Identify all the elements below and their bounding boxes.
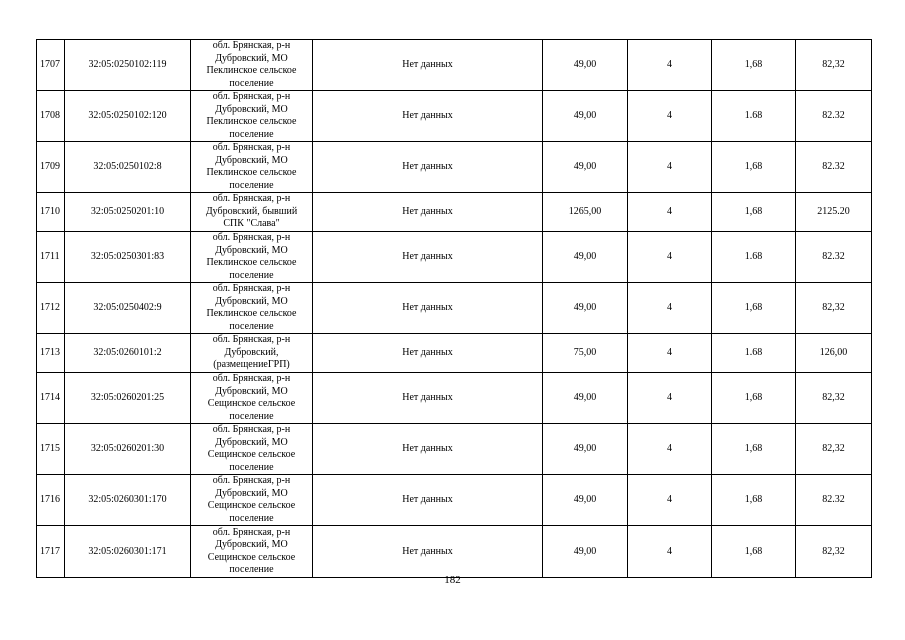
address-line: Дубровский, бывший bbox=[205, 205, 298, 217]
row-number-cell: 1714 bbox=[37, 373, 65, 424]
cadastral-number-cell: 32:05:0260101:2 bbox=[65, 334, 191, 373]
address-line: обл. Брянская, р-н bbox=[212, 526, 291, 538]
table-row bbox=[37, 283, 872, 334]
cadastral-number-cell: 32:05:0250201:10 bbox=[65, 193, 191, 232]
address-line: (размещениеГРП) bbox=[213, 359, 290, 371]
address-line: Пеклинское сельское bbox=[206, 167, 297, 178]
address-line: обл. Брянская, р-н bbox=[212, 373, 291, 384]
rate-cell: 1,68 bbox=[712, 526, 796, 578]
class-cell: 4 bbox=[628, 334, 712, 373]
table-row bbox=[37, 373, 872, 424]
cadastral-number-cell: 32:05:0260301:171 bbox=[65, 526, 191, 578]
sum-cell: 82.32 bbox=[796, 91, 872, 142]
address-line: обл. Брянская, р-н bbox=[212, 283, 291, 294]
sum-cell: 2125.20 bbox=[796, 193, 872, 232]
address-line: поселение bbox=[229, 128, 274, 140]
address-line: Дубровский, МО bbox=[215, 385, 288, 397]
status-cell: Нет данных bbox=[313, 283, 543, 334]
cadastral-number-cell: 32:05:0250102:120 bbox=[65, 91, 191, 142]
table-row bbox=[37, 142, 872, 193]
area-cell: 49,00 bbox=[543, 475, 628, 526]
address-line: обл. Брянская, р-н bbox=[212, 475, 291, 486]
status-cell: Нет данных bbox=[313, 424, 543, 475]
status-cell: Нет данных bbox=[313, 193, 543, 232]
class-cell: 4 bbox=[628, 40, 712, 91]
table-body bbox=[37, 40, 872, 578]
address-cell bbox=[191, 232, 313, 283]
address-cell bbox=[191, 526, 313, 578]
sum-cell: 82,32 bbox=[796, 424, 872, 475]
class-cell: 4 bbox=[628, 526, 712, 578]
address-line: Дубровский, МО bbox=[215, 52, 288, 64]
table-row bbox=[37, 475, 872, 526]
cadastral-number-cell: 32:05:0250402:9 bbox=[65, 283, 191, 334]
area-cell: 1265,00 bbox=[543, 193, 628, 232]
address-cell bbox=[191, 424, 313, 475]
status-cell: Нет данных bbox=[313, 373, 543, 424]
sum-cell: 82.32 bbox=[796, 142, 872, 193]
area-cell: 49,00 bbox=[543, 424, 628, 475]
sum-cell: 82,32 bbox=[796, 373, 872, 424]
class-cell: 4 bbox=[628, 142, 712, 193]
rate-cell: 1.68 bbox=[712, 91, 796, 142]
address-line: обл. Брянская, р-н bbox=[212, 40, 291, 51]
address-line: Сещинское сельское bbox=[207, 500, 296, 511]
class-cell: 4 bbox=[628, 91, 712, 142]
row-number-cell: 1711 bbox=[37, 232, 65, 283]
address-line: Дубровский, bbox=[224, 346, 279, 358]
cadastral-number-cell: 32:05:0260201:30 bbox=[65, 424, 191, 475]
sum-cell: 126,00 bbox=[796, 334, 872, 373]
row-number-cell: 1709 bbox=[37, 142, 65, 193]
status-cell: Нет данных bbox=[313, 526, 543, 578]
row-number-cell: 1712 bbox=[37, 283, 65, 334]
address-line: поселение bbox=[229, 410, 274, 422]
address-line: Дубровский, МО bbox=[215, 103, 288, 115]
class-cell: 4 bbox=[628, 373, 712, 424]
address-cell bbox=[191, 40, 313, 91]
cadastral-number-cell: 32:05:0250102:119 bbox=[65, 40, 191, 91]
area-cell: 49,00 bbox=[543, 283, 628, 334]
address-line: Сещинское сельское bbox=[207, 551, 296, 563]
table-row bbox=[37, 40, 872, 91]
status-cell: Нет данных bbox=[313, 334, 543, 373]
address-line: СПК "Слава" bbox=[223, 218, 280, 230]
rate-cell: 1,68 bbox=[712, 283, 796, 334]
rate-cell: 1.68 bbox=[712, 334, 796, 373]
address-line: обл. Брянская, р-н bbox=[212, 91, 291, 102]
table-row bbox=[37, 424, 872, 475]
address-line: обл. Брянская, р-н bbox=[212, 232, 291, 243]
rate-cell: 1.68 bbox=[712, 232, 796, 283]
row-number-cell: 1717 bbox=[37, 526, 65, 578]
address-line: Пеклинское сельское bbox=[206, 65, 297, 76]
rate-cell: 1,68 bbox=[712, 40, 796, 91]
row-number-cell: 1708 bbox=[37, 91, 65, 142]
address-line: поселение bbox=[229, 564, 274, 575]
address-line: Дубровский, МО bbox=[215, 295, 288, 307]
area-cell: 49,00 bbox=[543, 232, 628, 283]
status-cell: Нет данных bbox=[313, 40, 543, 91]
status-cell: Нет данных bbox=[313, 232, 543, 283]
row-number-cell: 1713 bbox=[37, 334, 65, 373]
sum-cell: 82.32 bbox=[796, 232, 872, 283]
table-row bbox=[37, 91, 872, 142]
address-line: Пеклинское сельское bbox=[206, 257, 297, 268]
address-line: Пеклинское сельское bbox=[206, 116, 297, 127]
address-line: поселение bbox=[229, 512, 274, 524]
address-line: обл. Брянская, р-н bbox=[212, 424, 291, 435]
area-cell: 75,00 bbox=[543, 334, 628, 373]
address-line: Сещинское сельское bbox=[207, 398, 296, 409]
address-cell bbox=[191, 373, 313, 424]
address-cell bbox=[191, 142, 313, 193]
cadastral-number-cell: 32:05:0250301:83 bbox=[65, 232, 191, 283]
status-cell: Нет данных bbox=[313, 475, 543, 526]
class-cell: 4 bbox=[628, 424, 712, 475]
class-cell: 4 bbox=[628, 193, 712, 232]
address-line: Дубровский, МО bbox=[215, 539, 288, 550]
class-cell: 4 bbox=[628, 283, 712, 334]
row-number-cell: 1710 bbox=[37, 193, 65, 232]
sum-cell: 82,32 bbox=[796, 526, 872, 578]
area-cell: 49,00 bbox=[543, 91, 628, 142]
sum-cell: 82,32 bbox=[796, 283, 872, 334]
address-line: поселение bbox=[229, 179, 274, 191]
table-row bbox=[37, 232, 872, 283]
address-line: Сещинское сельское bbox=[207, 449, 296, 460]
address-line: поселение bbox=[229, 461, 274, 473]
row-number-cell: 1716 bbox=[37, 475, 65, 526]
table-row bbox=[37, 193, 872, 232]
address-line: поселение bbox=[229, 269, 274, 281]
address-line: Дубровский, МО bbox=[215, 244, 288, 256]
address-cell bbox=[191, 283, 313, 334]
address-line: Пеклинское сельское bbox=[206, 308, 297, 319]
land-registry-table bbox=[36, 39, 872, 578]
area-cell: 49,00 bbox=[543, 373, 628, 424]
address-line: обл. Брянская, р-н bbox=[212, 142, 291, 153]
class-cell: 4 bbox=[628, 232, 712, 283]
rate-cell: 1,68 bbox=[712, 193, 796, 232]
area-cell: 49,00 bbox=[543, 142, 628, 193]
address-line: обл. Брянская, р-н bbox=[212, 334, 291, 346]
address-line: Дубровский, МО bbox=[215, 154, 288, 166]
area-cell: 49,00 bbox=[543, 40, 628, 91]
rate-cell: 1,68 bbox=[712, 373, 796, 424]
address-cell bbox=[191, 334, 313, 373]
row-number-cell: 1707 bbox=[37, 40, 65, 91]
cadastral-number-cell: 32:05:0250102:8 bbox=[65, 142, 191, 193]
class-cell: 4 bbox=[628, 475, 712, 526]
sum-cell: 82.32 bbox=[796, 475, 872, 526]
address-cell bbox=[191, 193, 313, 232]
address-line: Дубровский, МО bbox=[215, 436, 288, 448]
rate-cell: 1,68 bbox=[712, 475, 796, 526]
address-line: обл. Брянская, р-н bbox=[212, 193, 291, 205]
status-cell: Нет данных bbox=[313, 91, 543, 142]
cadastral-number-cell: 32:05:0260201:25 bbox=[65, 373, 191, 424]
status-cell: Нет данных bbox=[313, 142, 543, 193]
rate-cell: 1,68 bbox=[712, 424, 796, 475]
cadastral-number-cell: 32:05:0260301:170 bbox=[65, 475, 191, 526]
address-cell bbox=[191, 475, 313, 526]
rate-cell: 1,68 bbox=[712, 142, 796, 193]
page-number: 182 bbox=[444, 574, 461, 586]
table-row bbox=[37, 526, 872, 578]
area-cell: 49,00 bbox=[543, 526, 628, 578]
address-line: поселение bbox=[229, 320, 274, 332]
row-number-cell: 1715 bbox=[37, 424, 65, 475]
address-cell bbox=[191, 91, 313, 142]
sum-cell: 82,32 bbox=[796, 40, 872, 91]
address-line: поселение bbox=[229, 77, 274, 89]
address-line: Дубровский, МО bbox=[215, 487, 288, 499]
table-row bbox=[37, 334, 872, 373]
